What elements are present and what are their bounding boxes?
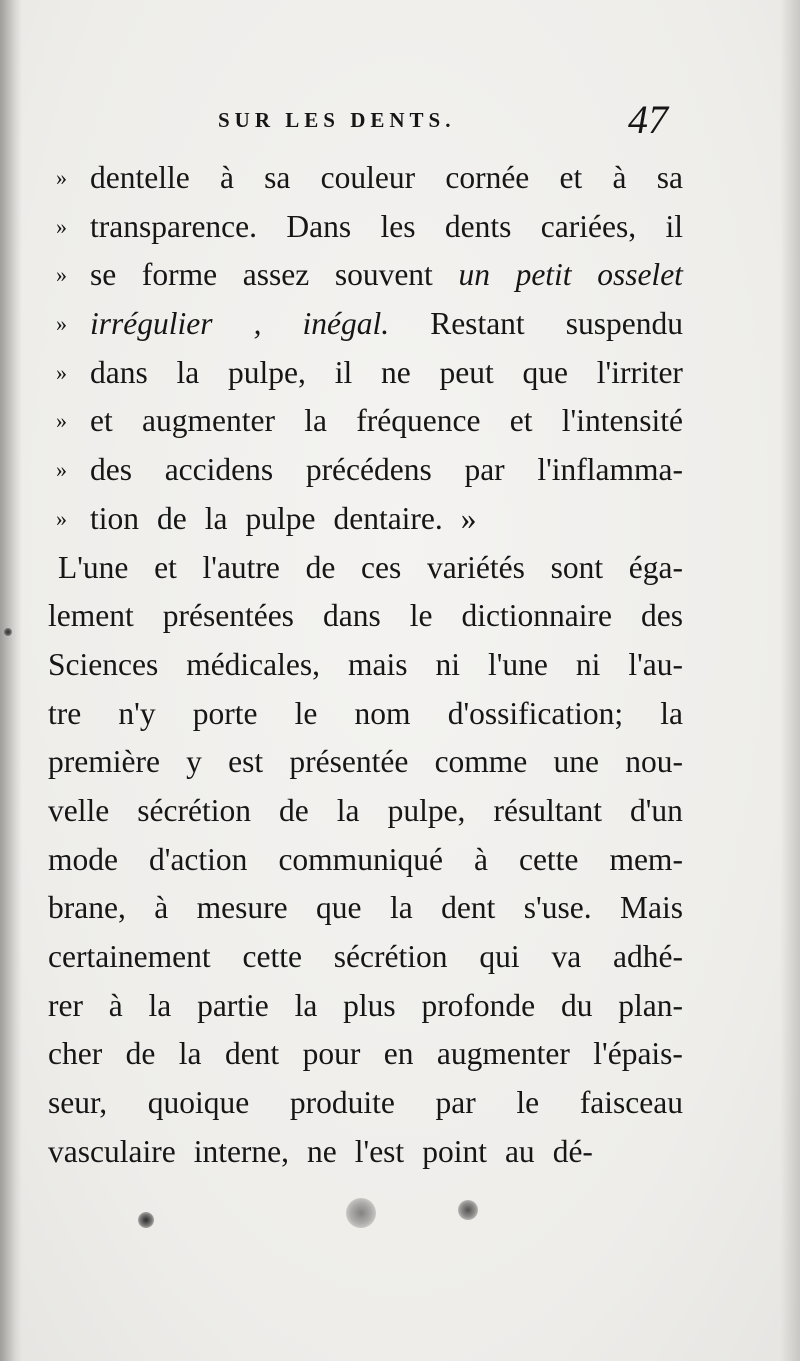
- word: le: [294, 695, 318, 731]
- word: certainement: [48, 939, 211, 974]
- word: couleur: [320, 160, 416, 195]
- word: » dans: [90, 354, 148, 390]
- word: à: [108, 987, 123, 1023]
- text-line: [48, 738, 683, 787]
- word: » dentelle: [90, 160, 190, 195]
- word: est: [228, 744, 264, 780]
- word: osselet: [597, 257, 683, 293]
- ink-spot: [138, 1212, 154, 1228]
- quoted-text-line: [48, 349, 683, 398]
- word: à: [612, 160, 627, 195]
- word: la: [336, 792, 360, 828]
- word: à: [473, 841, 488, 877]
- word: pulpe,: [387, 792, 466, 828]
- word: communiqué: [278, 841, 443, 877]
- word: médicales,: [186, 646, 321, 682]
- word: rer: [48, 987, 83, 1023]
- word: n'y: [118, 695, 156, 731]
- word: cariées,: [540, 208, 637, 244]
- word: accidens: [164, 452, 274, 488]
- quoted-text-line: [48, 300, 683, 349]
- word: » transparence.: [90, 208, 258, 244]
- word: la: [660, 695, 683, 731]
- text-line: [48, 592, 683, 641]
- quoted-text-line: [48, 397, 683, 446]
- word: quoique: [147, 1085, 250, 1121]
- word: augmenter: [142, 403, 275, 439]
- word: la: [204, 500, 228, 536]
- word: d'action: [149, 841, 248, 877]
- word: un: [458, 257, 490, 293]
- word: ni: [575, 646, 601, 682]
- word: de: [125, 1036, 156, 1072]
- word: première: [48, 744, 160, 780]
- word: de: [157, 500, 187, 536]
- word: plan-: [618, 987, 683, 1023]
- word: l'irriter: [596, 354, 683, 390]
- word: plus: [343, 987, 396, 1023]
- word: d'ossification;: [447, 695, 624, 731]
- word: dictionnaire: [461, 598, 612, 634]
- quoted-text-line: [48, 495, 683, 544]
- word: éga-: [628, 549, 683, 585]
- word: mesure: [196, 890, 288, 926]
- word: une: [553, 744, 599, 780]
- word: et: [154, 549, 177, 585]
- word: Restant: [430, 306, 525, 342]
- word: l'épais-: [593, 1036, 683, 1072]
- word: peut: [439, 354, 494, 390]
- word: dents: [444, 208, 512, 244]
- quoted-text-line: [48, 203, 683, 252]
- word: cornée: [445, 160, 530, 195]
- word: cher: [48, 1036, 103, 1072]
- word: l'intensité: [561, 403, 683, 439]
- word: ,: [253, 306, 262, 342]
- word: L'une: [58, 549, 129, 585]
- word: dé-: [552, 1133, 593, 1169]
- quoted-text-line: [48, 446, 683, 495]
- word: pulpe: [245, 500, 316, 536]
- text-line: [48, 1079, 683, 1128]
- word: que: [522, 354, 568, 390]
- word: par: [464, 452, 505, 488]
- word: en: [383, 1036, 414, 1072]
- word: mode: [48, 841, 118, 877]
- word: d'un: [630, 792, 683, 828]
- word: l'est: [354, 1133, 405, 1169]
- word: cette: [518, 841, 579, 877]
- text-line: [48, 1128, 683, 1177]
- text-line: [48, 933, 683, 982]
- ink-spot: [346, 1198, 376, 1228]
- word: Mais: [620, 890, 683, 926]
- page-header: [0, 96, 800, 146]
- word: » et: [90, 403, 113, 439]
- word: seur,: [48, 1085, 108, 1121]
- word: l'une: [487, 646, 548, 682]
- word: suspendu: [565, 306, 683, 342]
- word: que: [316, 890, 362, 926]
- word: et: [509, 403, 533, 439]
- word: ni: [435, 646, 460, 682]
- word: » se: [90, 257, 117, 293]
- word: présentées: [162, 598, 294, 634]
- word: sont: [550, 549, 604, 585]
- word: interne,: [193, 1133, 290, 1169]
- word: précédens: [305, 452, 432, 488]
- word: variétés: [426, 549, 525, 585]
- word: il: [334, 354, 353, 390]
- word: » irrégulier: [90, 306, 213, 342]
- word: l'inflamma-: [537, 452, 683, 488]
- word: sécrétion: [333, 939, 448, 974]
- word: point: [422, 1133, 487, 1169]
- word: le: [516, 1085, 540, 1121]
- word: pulpe,: [228, 354, 306, 390]
- word: profonde: [421, 987, 536, 1023]
- word: souvent: [334, 257, 433, 293]
- word: » des: [90, 452, 132, 488]
- word: adhé-: [613, 939, 683, 974]
- word: ne: [307, 1133, 337, 1169]
- text-line: [48, 690, 683, 739]
- word: faisceau: [579, 1085, 683, 1121]
- word: l'au-: [628, 646, 683, 682]
- word: le: [409, 598, 433, 634]
- text-line: [48, 544, 683, 593]
- word: augmenter: [436, 1036, 570, 1072]
- word: dent: [224, 1036, 280, 1072]
- ink-spot: [458, 1200, 478, 1220]
- word: nom: [354, 695, 411, 731]
- word: présentée: [289, 744, 409, 780]
- word: par: [435, 1085, 476, 1121]
- word: l'autre: [202, 549, 280, 585]
- word: sécrétion: [137, 792, 251, 828]
- quoted-text-line: [48, 154, 683, 203]
- word: vasculaire: [48, 1133, 176, 1169]
- word: de: [279, 792, 309, 828]
- quoted-text-line: [48, 251, 683, 300]
- word: lement: [48, 598, 134, 634]
- word: les: [380, 208, 416, 244]
- word: des: [641, 598, 683, 634]
- word: résultant: [493, 792, 602, 828]
- word: petit: [515, 257, 572, 293]
- word: la: [389, 890, 413, 926]
- word: produite: [289, 1085, 395, 1121]
- word: partie: [197, 987, 269, 1023]
- word: il: [665, 208, 683, 244]
- word: la: [304, 403, 327, 439]
- word: porte: [192, 695, 258, 731]
- word: qui: [479, 939, 520, 974]
- word: ces: [361, 549, 402, 585]
- word: inégal.: [302, 306, 390, 342]
- text-line: [48, 1030, 683, 1079]
- word: ne: [380, 354, 411, 390]
- text-line: [48, 836, 683, 885]
- word: cette: [242, 939, 302, 974]
- word: au: [504, 1133, 535, 1169]
- word: tre: [48, 695, 82, 731]
- page-edge-shadow: [780, 0, 800, 1361]
- word: va: [551, 939, 582, 974]
- word: »: [460, 500, 477, 536]
- text-line: [48, 884, 683, 933]
- body-text: [48, 154, 683, 1176]
- word: forme: [141, 257, 218, 293]
- text-line: [48, 787, 683, 836]
- ink-spot: [4, 628, 12, 636]
- word: dentaire.: [333, 500, 443, 536]
- word: et: [559, 160, 583, 195]
- word: à: [219, 160, 234, 195]
- word: Sciences: [48, 646, 159, 682]
- word: fréquence: [356, 403, 481, 439]
- page-number: 47: [628, 97, 668, 142]
- word: pour: [302, 1036, 361, 1072]
- word: velle: [48, 792, 110, 828]
- word: nou-: [625, 744, 683, 780]
- text-line: [48, 641, 683, 690]
- word: dent: [441, 890, 496, 926]
- page-gutter-shadow: [0, 0, 22, 1361]
- text-line: [48, 982, 683, 1031]
- word: comme: [434, 744, 528, 780]
- word: sa: [656, 160, 683, 195]
- word: Dans: [286, 208, 352, 244]
- word: du: [560, 987, 593, 1023]
- word: la: [178, 1036, 202, 1072]
- word: » tion: [90, 500, 140, 536]
- word: à: [154, 890, 169, 926]
- word: assez: [242, 257, 310, 293]
- word: mem-: [609, 841, 683, 877]
- word: s'use.: [523, 890, 592, 926]
- word: la: [176, 354, 200, 390]
- word: la: [294, 987, 318, 1023]
- running-title: SUR LES DENTS.: [218, 108, 456, 132]
- word: dans: [322, 598, 381, 634]
- word: y: [186, 744, 202, 780]
- word: la: [148, 987, 172, 1023]
- word: de: [305, 549, 336, 585]
- word: mais: [347, 646, 408, 682]
- word: brane,: [48, 890, 126, 926]
- word: sa: [264, 160, 291, 195]
